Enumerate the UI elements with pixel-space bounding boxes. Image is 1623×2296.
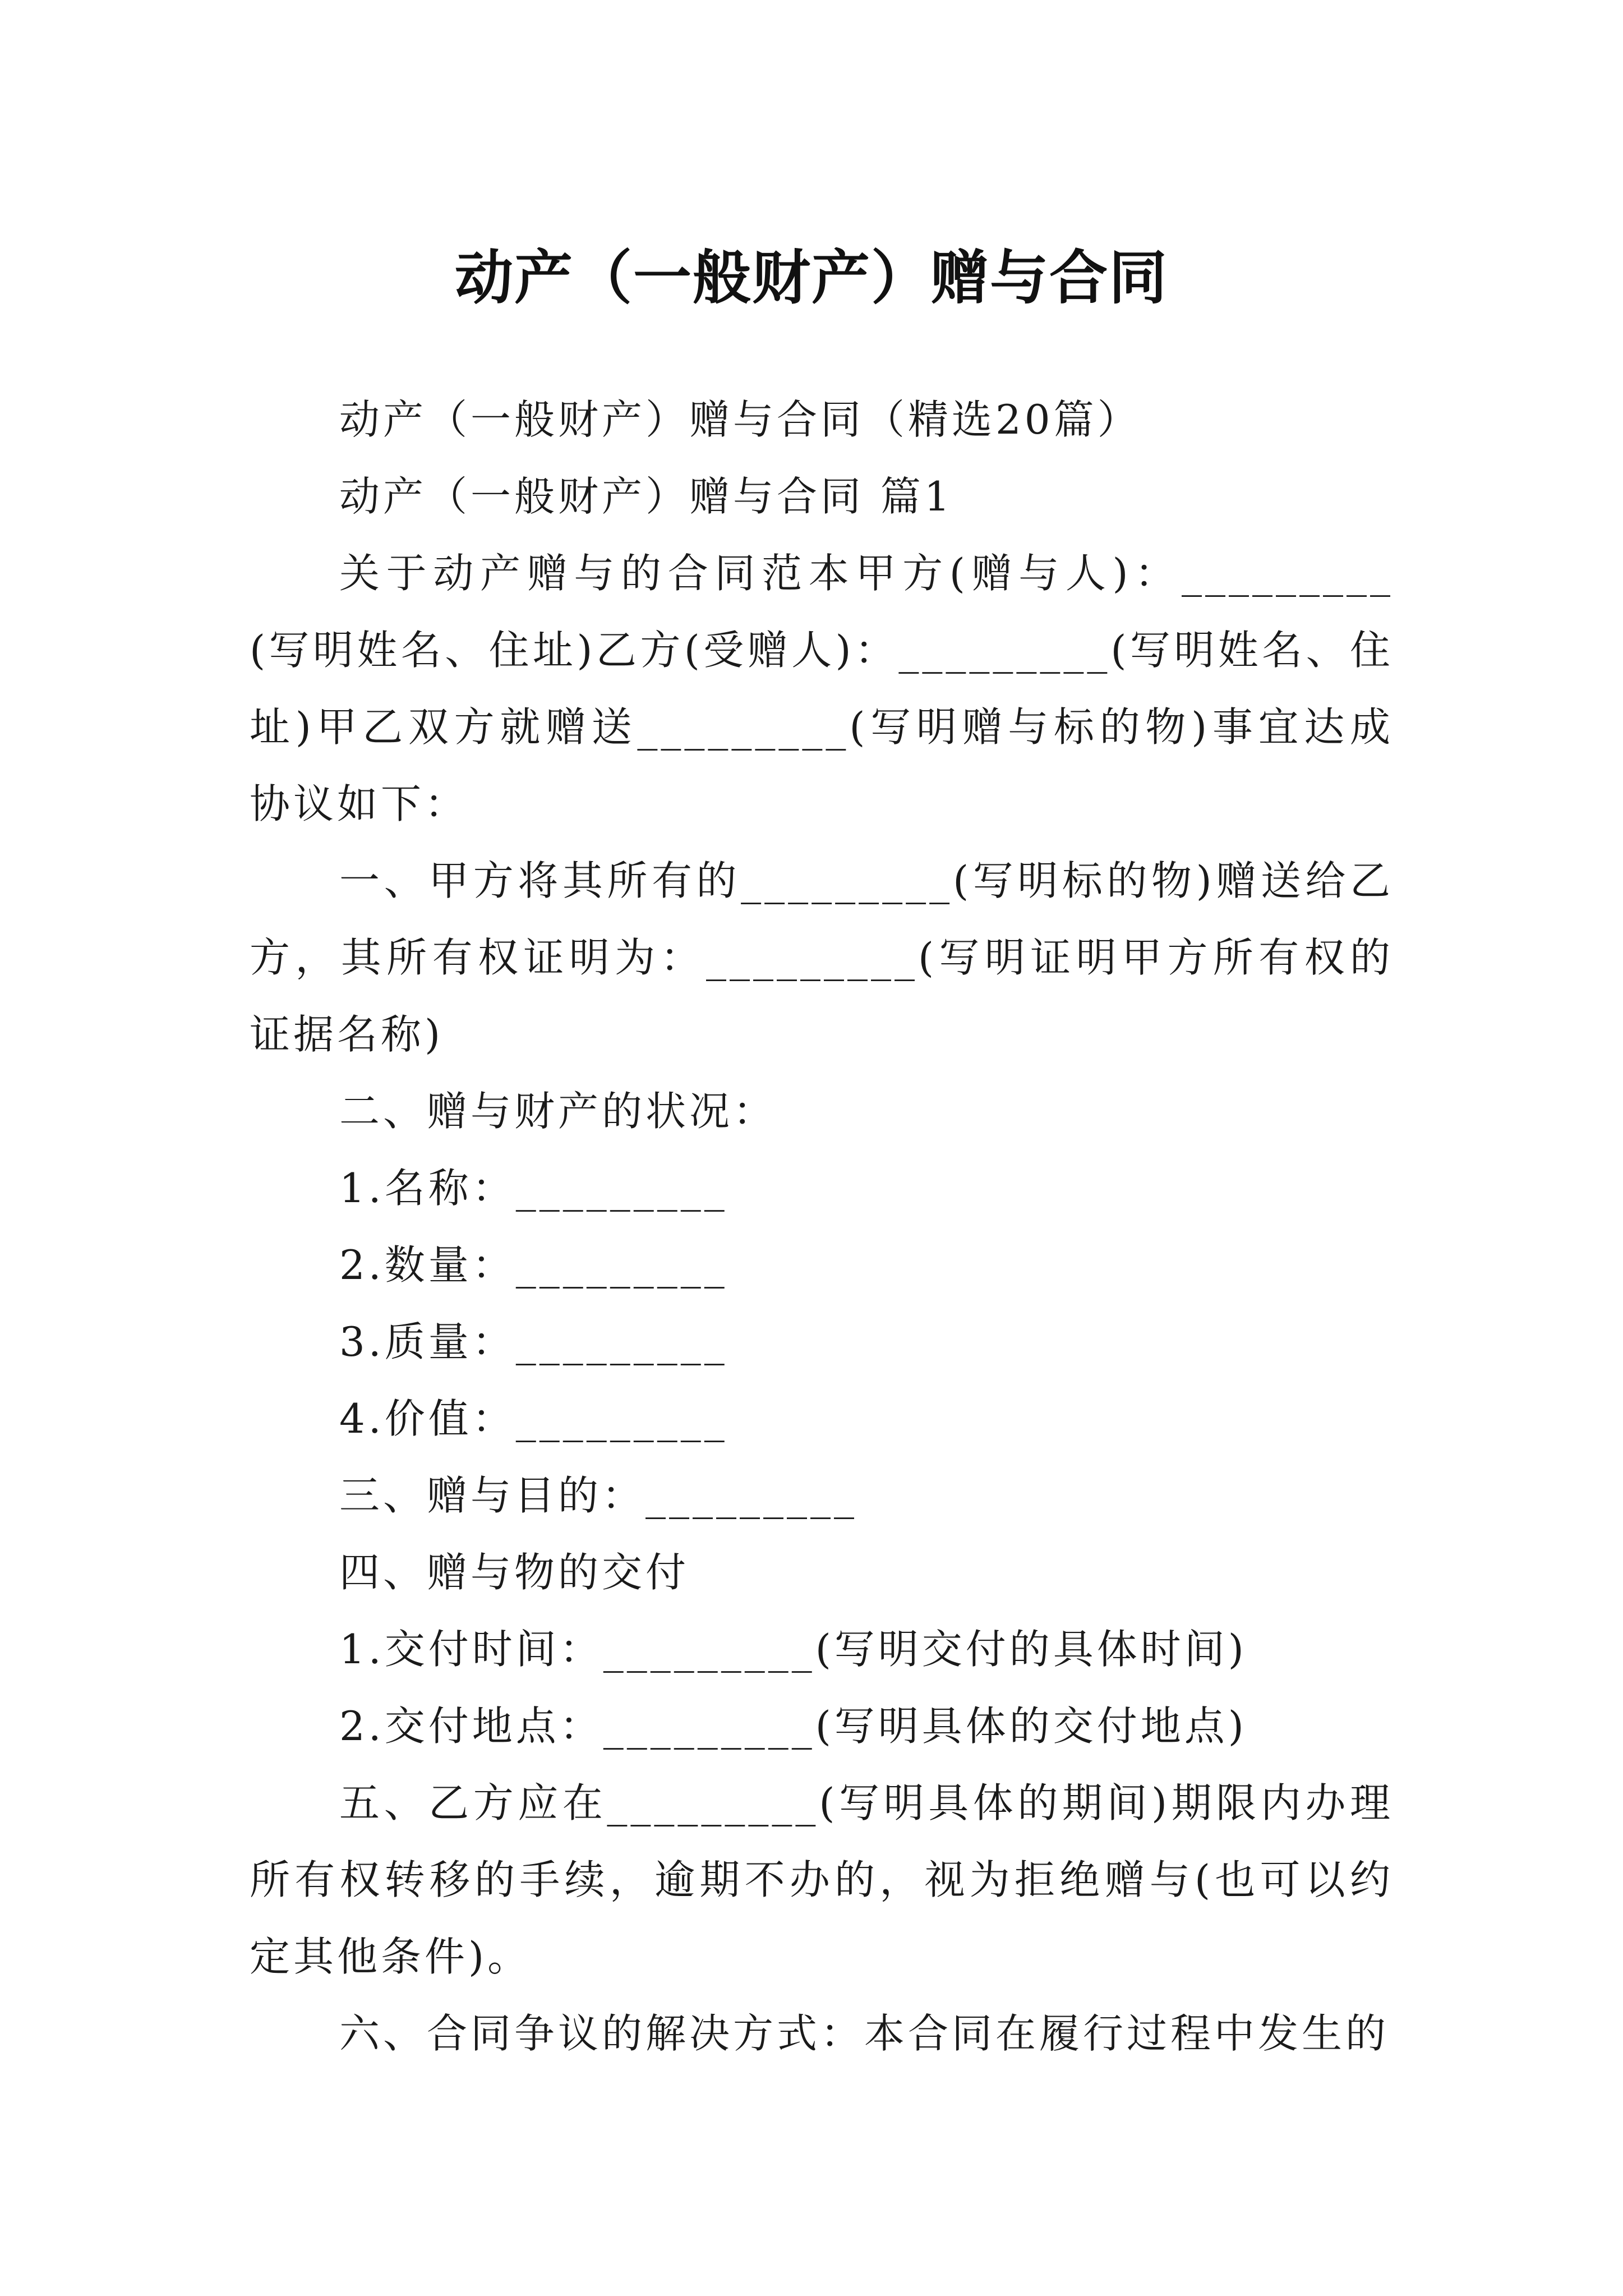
paragraph-clause-1: 一、甲方将其所有的_________(写明标的物)赠送给乙方，其所有权证明为：_________(写明证明甲方所有权的证据名称) [250,857,1394,1058]
paragraph-clause-2-name: 1.名称：_________ [339,1165,728,1212]
paragraph-collection-title: 动产（一般财产）赠与合同（精选20篇） [339,396,1141,443]
paragraph-clause-2-quality: 3.质量：_________ [339,1318,728,1365]
paragraph-section-heading: 动产（一般财产）赠与合同 篇1 [339,473,953,520]
paragraph-clause-6: 六、合同争议的解决方式：本合同在履行过程中发生的 [339,2010,1390,2057]
paragraph-clause-5: 五、乙方应在_________(写明具体的期间)期限内办理所有权转移的手续，逾期不办的，视为拒绝赠与(也可以约定其他条件)。 [250,1779,1394,1980]
paragraph-clause-4: 四、赠与物的交付 [339,1549,690,1596]
document-body [250,381,1394,2072]
paragraph-clause-2: 二、赠与财产的状况： [339,1088,777,1135]
paragraph-clause-4-place: 2.交付地点：_________(写明具体的交付地点) [339,1703,1247,1750]
paragraph-clause-3: 三、赠与目的：_________ [339,1472,858,1519]
document-title: 动产（一般财产）赠与合同 [454,243,1168,312]
paragraph-clause-2-value: 4.价值：_________ [339,1395,728,1442]
paragraph-parties: 关于动产赠与的合同范本甲方(赠与人)：_________(写明姓名、住址)乙方(受赠人)：_________(写明姓名、住址)甲乙双方就赠送_________(写明赠与标的物)事宜达成协议如下： [250,550,1394,827]
paragraph-clause-4-time: 1.交付时间：_________(写明交付的具体时间) [339,1626,1247,1673]
paragraph-clause-2-quantity: 2.数量：_________ [339,1241,728,1289]
